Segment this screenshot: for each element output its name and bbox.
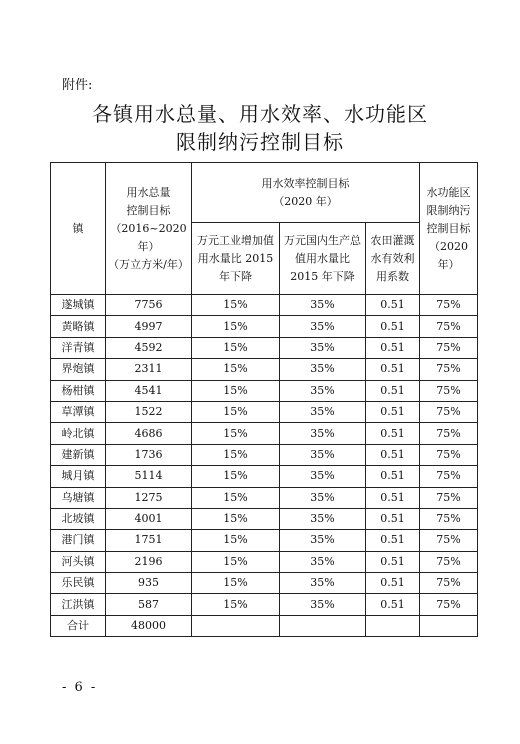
attachment-label: 附件: [62, 78, 93, 93]
cell-industrial: 15% [192, 551, 280, 572]
total-row [51, 615, 478, 636]
cell-irrigation: 0.51 [366, 380, 420, 401]
cell-town: 遂城镇 [51, 295, 106, 316]
header-town: 镇 [51, 163, 106, 295]
cell-gdp: 35% [280, 380, 366, 401]
cell-gdp: 35% [280, 530, 366, 551]
cell-town: 城月镇 [51, 466, 106, 487]
header-function-zone: 水功能区 限制纳污 控制目标 （2020 年） [420, 163, 478, 295]
cell-town: 江洪镇 [51, 594, 106, 615]
cell-gdp: 35% [280, 551, 366, 572]
cell-empty [280, 615, 366, 636]
document-title-line2: 限制纳污控制目标 [176, 130, 344, 154]
cell-irrigation: 0.51 [366, 530, 420, 551]
cell-total-value: 48000 [106, 615, 192, 636]
cell-zone: 75% [420, 551, 478, 572]
table-row [51, 551, 478, 572]
cell-town: 草潭镇 [51, 401, 106, 422]
cell-total: 4541 [106, 380, 192, 401]
cell-irrigation: 0.51 [366, 316, 420, 337]
table-row [51, 423, 478, 444]
table-row [51, 316, 478, 337]
cell-town: 界炮镇 [51, 359, 106, 380]
cell-industrial: 15% [192, 401, 280, 422]
cell-industrial: 15% [192, 487, 280, 508]
page-number: - 6 - [62, 680, 98, 695]
table-row [51, 380, 478, 401]
cell-gdp: 35% [280, 594, 366, 615]
table-row [51, 573, 478, 594]
cell-total: 7756 [106, 295, 192, 316]
cell-zone: 75% [420, 337, 478, 358]
cell-total: 4997 [106, 316, 192, 337]
cell-zone: 75% [420, 380, 478, 401]
cell-total-label: 合计 [51, 615, 106, 636]
cell-irrigation: 0.51 [366, 444, 420, 465]
cell-zone: 75% [420, 401, 478, 422]
cell-zone: 75% [420, 508, 478, 529]
cell-gdp: 35% [280, 466, 366, 487]
cell-gdp: 35% [280, 444, 366, 465]
cell-town: 乐民镇 [51, 573, 106, 594]
table-row [51, 359, 478, 380]
cell-gdp: 35% [280, 337, 366, 358]
header-total-water-use: 用水总量 控制目标 （2016~2020 年） （万立方米/年） [106, 163, 192, 295]
cell-town: 港门镇 [51, 530, 106, 551]
table-row [51, 466, 478, 487]
cell-irrigation: 0.51 [366, 551, 420, 572]
cell-irrigation: 0.51 [366, 508, 420, 529]
cell-industrial: 15% [192, 380, 280, 401]
cell-industrial: 15% [192, 530, 280, 551]
cell-total: 2196 [106, 551, 192, 572]
document-title-line1: 各镇用水总量、用水效率、水功能区 [92, 102, 428, 126]
cell-irrigation: 0.51 [366, 573, 420, 594]
cell-total: 2311 [106, 359, 192, 380]
cell-irrigation: 0.51 [366, 423, 420, 444]
cell-total: 4592 [106, 337, 192, 358]
cell-total: 1751 [106, 530, 192, 551]
cell-industrial: 15% [192, 594, 280, 615]
header-industrial-decrease: 万元工业增加值 用水量比 2015 年下降 [192, 223, 280, 295]
cell-industrial: 15% [192, 466, 280, 487]
table-row [51, 530, 478, 551]
table-row [51, 487, 478, 508]
cell-total: 4686 [106, 423, 192, 444]
cell-industrial: 15% [192, 573, 280, 594]
cell-total: 1275 [106, 487, 192, 508]
header-irrigation-coefficient: 农田灌溉 水有效利 用系数 [366, 223, 420, 295]
targets-table [50, 162, 478, 637]
cell-gdp: 35% [280, 316, 366, 337]
cell-total: 587 [106, 594, 192, 615]
table-row [51, 594, 478, 615]
cell-town: 建新镇 [51, 444, 106, 465]
cell-total: 5114 [106, 466, 192, 487]
cell-irrigation: 0.51 [366, 401, 420, 422]
cell-irrigation: 0.51 [366, 295, 420, 316]
cell-industrial: 15% [192, 444, 280, 465]
cell-industrial: 15% [192, 508, 280, 529]
cell-town: 北坡镇 [51, 508, 106, 529]
cell-town: 岭北镇 [51, 423, 106, 444]
table-row [51, 337, 478, 358]
cell-zone: 75% [420, 359, 478, 380]
cell-zone: 75% [420, 466, 478, 487]
cell-total: 935 [106, 573, 192, 594]
cell-gdp: 35% [280, 487, 366, 508]
cell-irrigation: 0.51 [366, 466, 420, 487]
cell-gdp: 35% [280, 573, 366, 594]
cell-gdp: 35% [280, 295, 366, 316]
cell-town: 乌塘镇 [51, 487, 106, 508]
table-row [51, 401, 478, 422]
cell-zone: 75% [420, 444, 478, 465]
table-row [51, 508, 478, 529]
cell-empty [366, 615, 420, 636]
cell-industrial: 15% [192, 316, 280, 337]
cell-gdp: 35% [280, 401, 366, 422]
cell-town: 洋青镇 [51, 337, 106, 358]
cell-irrigation: 0.51 [366, 594, 420, 615]
header-water-efficiency: 用水效率控制目标 （2020 年） [192, 163, 420, 223]
cell-zone: 75% [420, 594, 478, 615]
cell-empty [420, 615, 478, 636]
cell-zone: 75% [420, 316, 478, 337]
cell-irrigation: 0.51 [366, 337, 420, 358]
cell-gdp: 35% [280, 359, 366, 380]
cell-industrial: 15% [192, 359, 280, 380]
cell-irrigation: 0.51 [366, 359, 420, 380]
cell-zone: 75% [420, 295, 478, 316]
cell-gdp: 35% [280, 508, 366, 529]
table-row [51, 444, 478, 465]
cell-zone: 75% [420, 487, 478, 508]
header-gdp-decrease: 万元国内生产总 值用水量比 2015 年下降 [280, 223, 366, 295]
cell-zone: 75% [420, 573, 478, 594]
cell-gdp: 35% [280, 423, 366, 444]
cell-total: 1522 [106, 401, 192, 422]
cell-town: 河头镇 [51, 551, 106, 572]
cell-industrial: 15% [192, 423, 280, 444]
cell-town: 杨柑镇 [51, 380, 106, 401]
cell-zone: 75% [420, 423, 478, 444]
table-row [51, 295, 478, 316]
cell-industrial: 15% [192, 337, 280, 358]
cell-town: 黄略镇 [51, 316, 106, 337]
cell-total: 1736 [106, 444, 192, 465]
cell-empty [192, 615, 280, 636]
cell-irrigation: 0.51 [366, 487, 420, 508]
cell-zone: 75% [420, 530, 478, 551]
cell-industrial: 15% [192, 295, 280, 316]
cell-total: 4001 [106, 508, 192, 529]
